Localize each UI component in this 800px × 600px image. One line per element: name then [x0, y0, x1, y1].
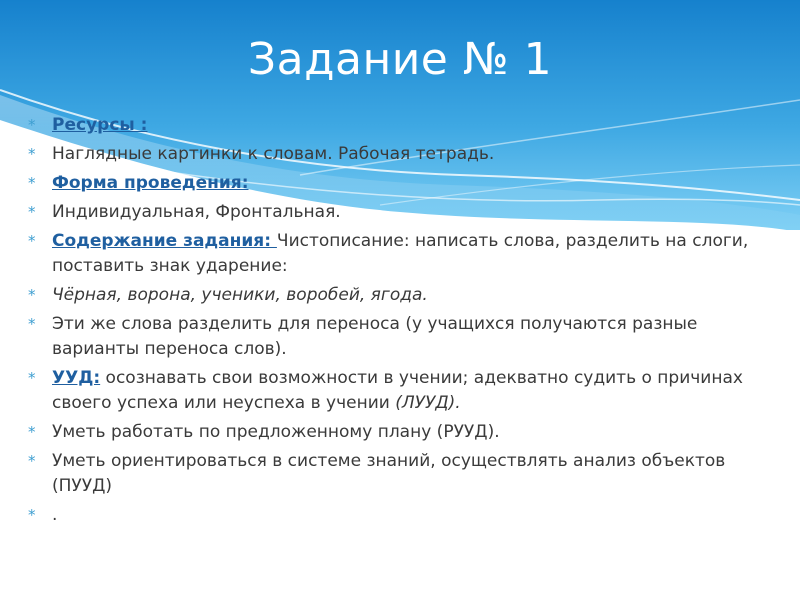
item-text: Индивидуальная, Фронтальная. [52, 202, 341, 222]
list-item [28, 113, 778, 138]
list-item [28, 171, 778, 196]
item-text: Чёрная, ворона, ученики, воробей, ягода. [52, 285, 428, 305]
item-text: Эти же слова разделить для переноса (у учащихся получаются разные варианты переноса слов). [52, 314, 698, 359]
item-text: Наглядные картинки к словам. Рабочая тетрадь. [52, 144, 495, 164]
item-label: Содержание задания: [52, 231, 277, 251]
item-text: Чистописание: написать слова, разделить на слоги, поставить знак ударение: [52, 231, 749, 276]
asterisk-bullet-icon: * [28, 423, 36, 441]
asterisk-bullet-icon: * [28, 315, 36, 333]
asterisk-bullet-icon: * [28, 286, 36, 304]
asterisk-bullet-icon: * [28, 203, 36, 221]
slide-title: Задание № 1 [247, 34, 553, 85]
item-label: УУД: [52, 368, 101, 388]
asterisk-bullet-icon: * [28, 232, 36, 250]
item-text: . [52, 505, 58, 525]
list-item [28, 420, 778, 445]
asterisk-bullet-icon: * [28, 116, 36, 134]
item-label: Ресурсы : [52, 115, 148, 135]
list-item [28, 312, 778, 362]
item-text: Уметь работать по предложенному плану (РУУД). [52, 422, 500, 442]
list-item [28, 229, 778, 279]
list-item [28, 283, 778, 308]
asterisk-bullet-icon: * [28, 452, 36, 470]
list-item [28, 142, 778, 167]
list-item [28, 366, 778, 416]
item-text: Уметь ориентироваться в системе знаний, осуществлять анализ объектов (ПУУД) [52, 451, 726, 496]
asterisk-bullet-icon: * [28, 369, 36, 387]
item-text: осознавать свои возможности в учении; адекватно судить о причинах своего успеха или неуспеха в учении [52, 368, 743, 413]
list-item [28, 449, 778, 499]
bullet-list [28, 113, 778, 532]
asterisk-bullet-icon: * [28, 145, 36, 163]
asterisk-bullet-icon: * [28, 506, 36, 524]
list-item [28, 200, 778, 225]
item-text-italic: (ЛУУД). [395, 393, 461, 413]
item-label: Форма проведения: [52, 173, 249, 193]
asterisk-bullet-icon: * [28, 174, 36, 192]
list-item [28, 503, 778, 528]
